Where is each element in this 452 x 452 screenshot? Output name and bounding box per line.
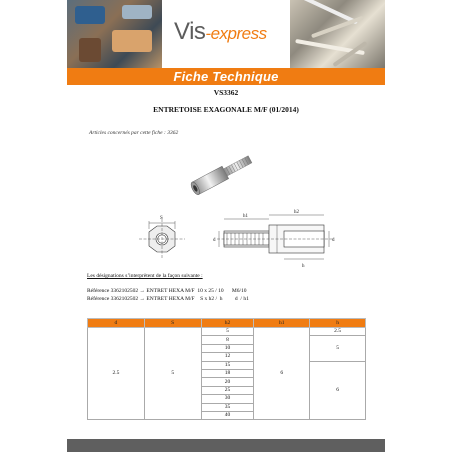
standoff-photo	[179, 142, 269, 197]
label-h1: h1	[243, 214, 248, 219]
pattern-reference-line: Référence 3362102502 → ENTRET HEXA M/F S x h2 / h d / h1	[87, 296, 249, 302]
cell-h2: 10	[201, 344, 254, 352]
cell-h2: 20	[201, 378, 254, 386]
product-title: ENTRETOISE EXAGONALE M/F (01/2014)	[153, 105, 299, 114]
cell-h: 5	[310, 336, 366, 361]
header-d: d	[88, 319, 145, 328]
cell-h2: 35	[201, 403, 254, 411]
cell-h: 6	[310, 361, 366, 420]
cell-h2: 30	[201, 395, 254, 403]
header-s: S	[144, 319, 201, 328]
reference-code: VS3362	[213, 88, 239, 97]
label-d-left: d	[213, 238, 216, 243]
cell-h: 2.5	[310, 328, 366, 336]
logo-area	[162, 0, 290, 68]
cell-h2: 15	[201, 361, 254, 369]
cell-h2: 8	[201, 336, 254, 344]
table-header-row	[88, 319, 366, 328]
cell-h2: 40	[201, 411, 254, 419]
cell-h2: 25	[201, 386, 254, 394]
label-h2: h2	[294, 210, 299, 215]
cell-h1: 6	[254, 328, 310, 420]
header-h1: h1	[254, 319, 310, 328]
cell-h2: 5	[201, 328, 254, 336]
tools-photo	[67, 0, 162, 68]
page-title: Fiche Technique	[67, 68, 385, 85]
technical-sheet	[67, 0, 385, 452]
technical-drawing	[129, 207, 369, 277]
vis-express-logo: Vis-express	[174, 18, 267, 45]
cell-h2: 12	[201, 353, 254, 361]
designations-title: Les désignations s’interprètent de la façon suivante :	[87, 273, 203, 279]
header-h: h	[310, 319, 366, 328]
table-row	[88, 328, 366, 336]
cell-h2: 18	[201, 369, 254, 377]
header-banner	[67, 0, 385, 68]
cell-d: 2.5	[88, 328, 145, 420]
label-h: h	[302, 264, 305, 269]
header-h2: h2	[201, 319, 254, 328]
screws-photo	[290, 0, 385, 68]
dimensions-table	[87, 318, 366, 420]
footer-bar	[67, 439, 385, 452]
example-reference-line: Référence 3362102502 → ENTRET HEXA M/F 10 x 25 / 10 M6/10	[87, 288, 247, 294]
label-d-right: d	[332, 238, 335, 243]
concerned-articles: Articles concernés par cette fiche : 3362	[89, 130, 179, 136]
cell-s: 5	[144, 328, 201, 420]
label-s: S	[160, 216, 163, 221]
